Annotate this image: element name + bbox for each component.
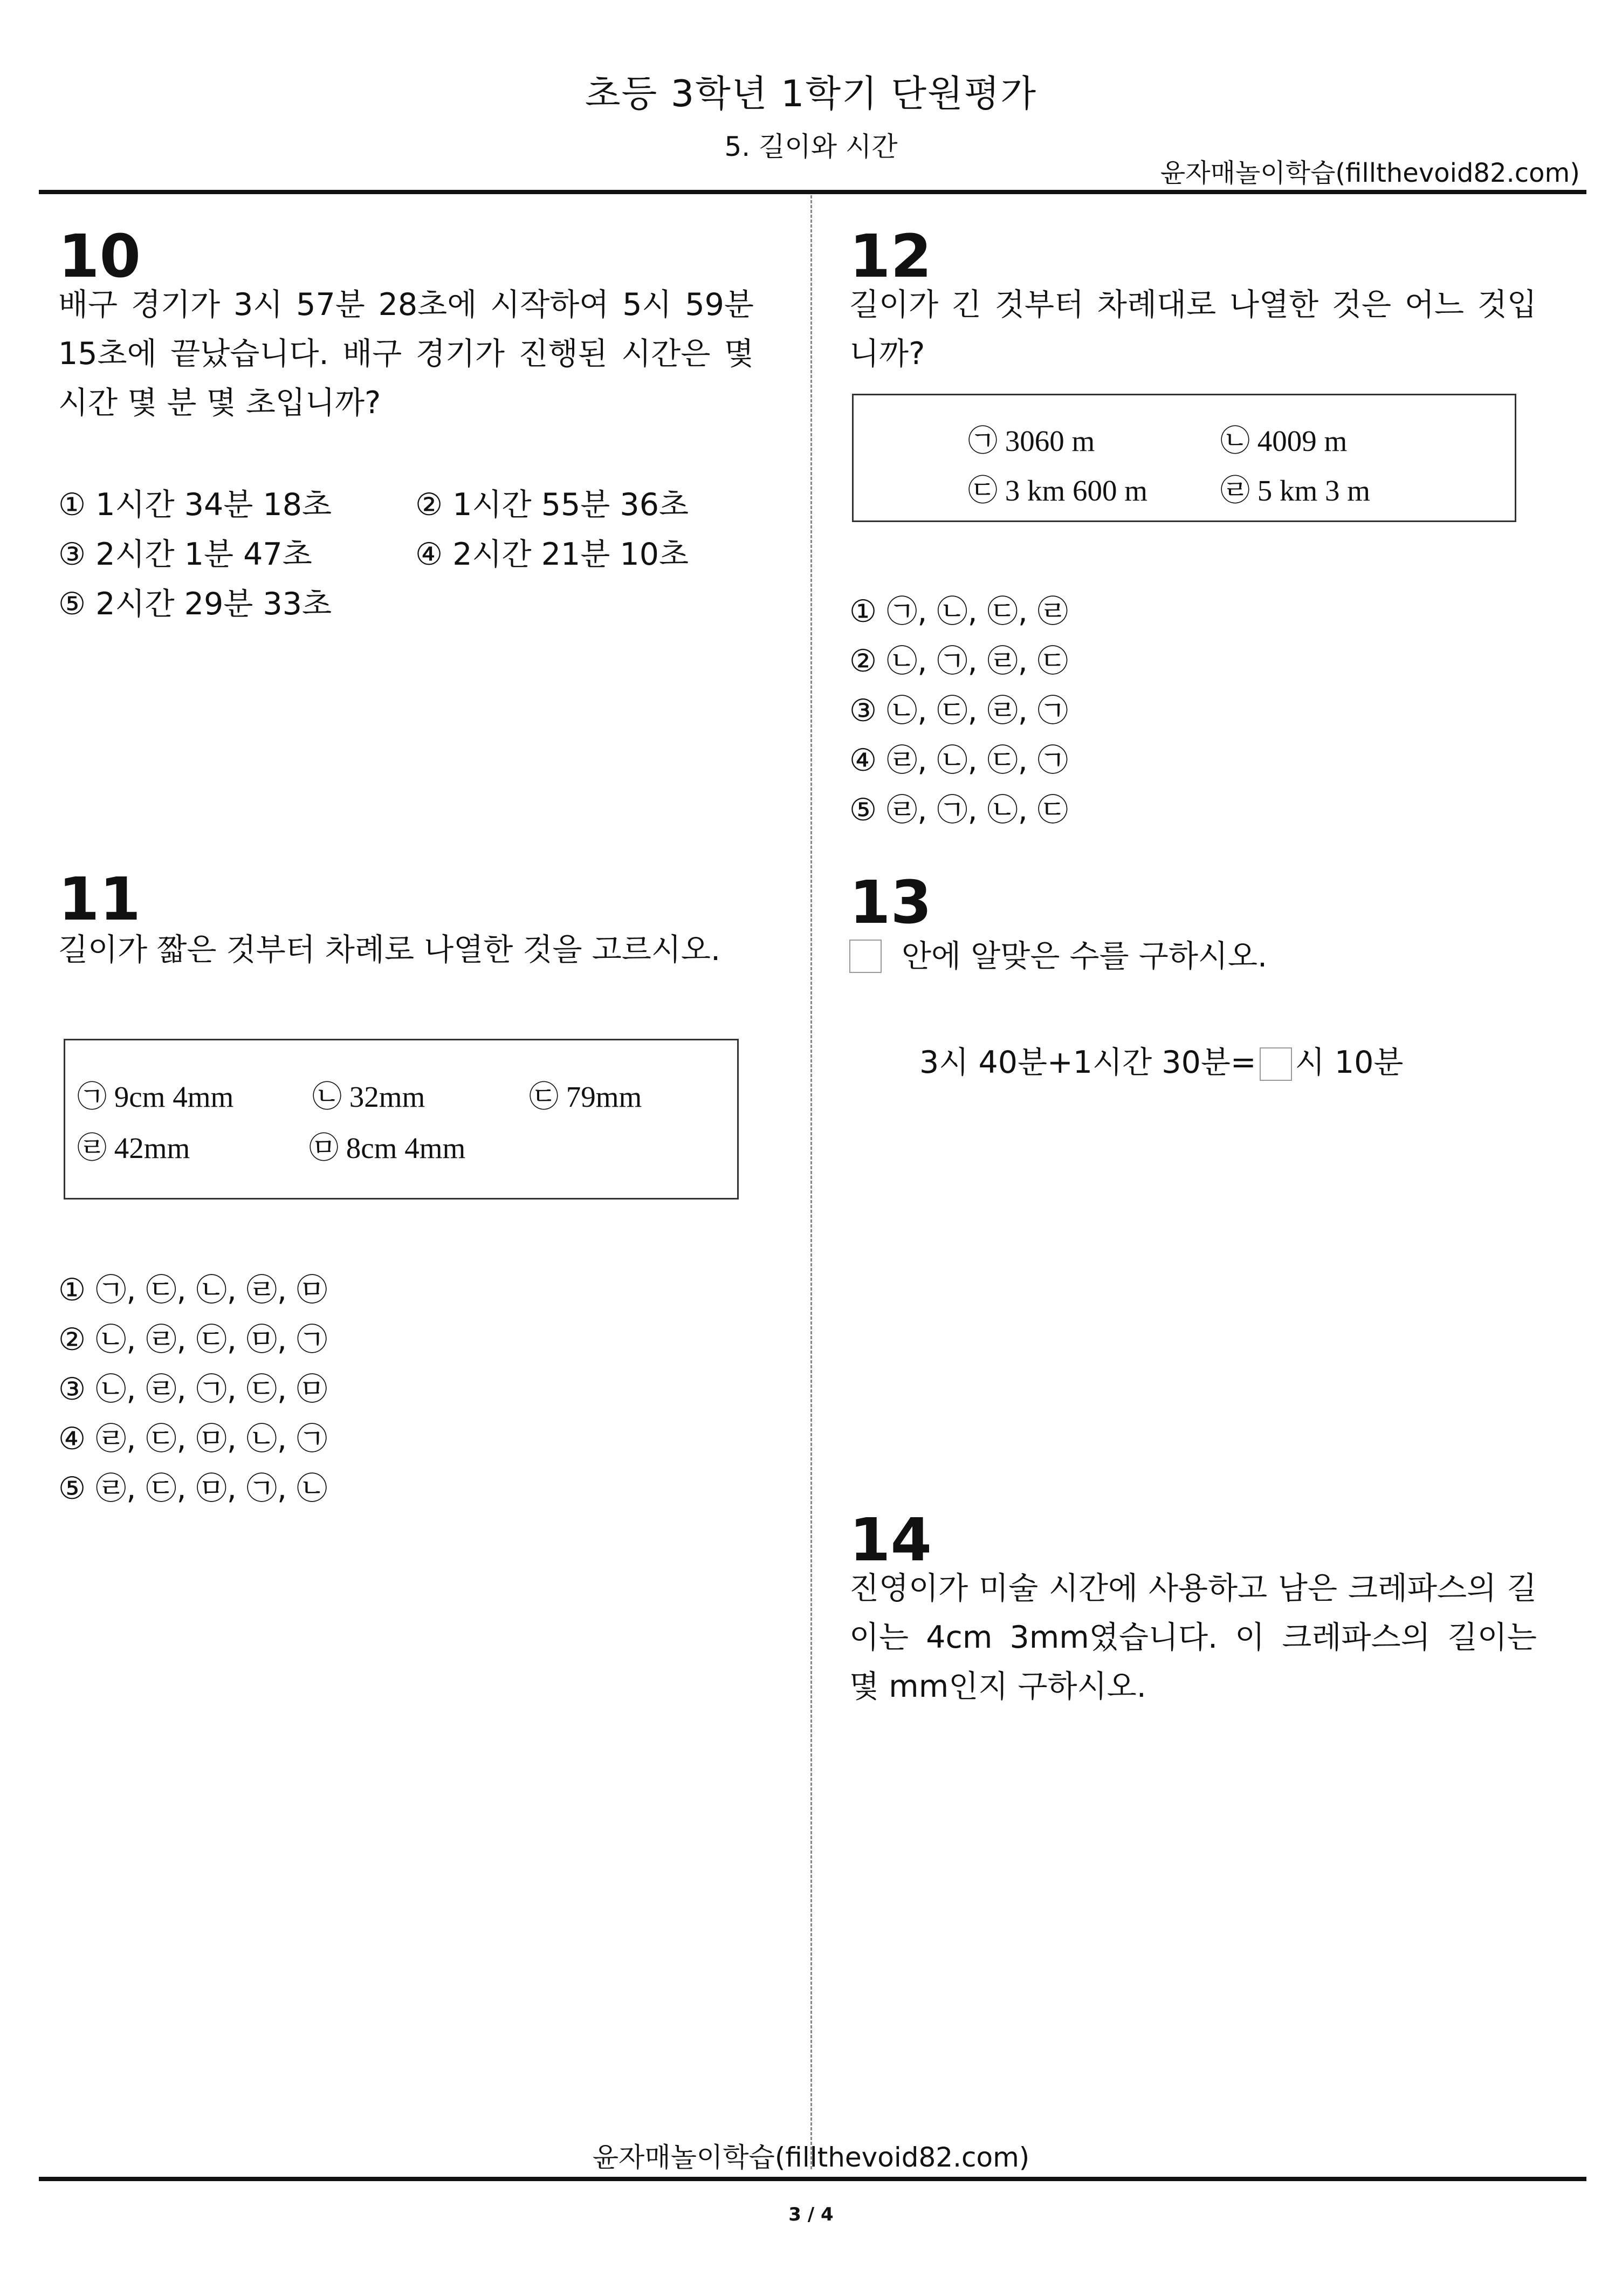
option-3[interactable]: ③ ㉡, ㉣, ㉠, ㉢, ㉤ <box>58 1372 328 1407</box>
footer-brand: 윤자매놀이학습(fillthevoid82.com) <box>592 2142 1030 2173</box>
choice-b: ㉡ 4009 m <box>1220 424 1348 457</box>
choice-d: ㉣ 5 km 3 m <box>1220 474 1371 507</box>
question-number: 10 <box>58 222 141 291</box>
option-1[interactable]: ① ㉠, ㉡, ㉢, ㉣ <box>849 594 1068 629</box>
choice-b: ㉡ 32mm <box>312 1080 425 1113</box>
question-number: 12 <box>849 222 932 291</box>
unit-subtitle: 5. 길이와 시간 <box>724 131 898 162</box>
option-4[interactable]: ④ ㉣, ㉢, ㉤, ㉡, ㉠ <box>58 1421 328 1457</box>
option-3[interactable]: ③ ㉡, ㉢, ㉣, ㉠ <box>849 693 1068 729</box>
equation <box>919 1038 1403 1087</box>
footer-rule <box>39 2177 1586 2181</box>
question-number: 14 <box>849 1505 932 1574</box>
equation-left: 3시 40분+1시간 30분= <box>919 1045 1256 1080</box>
option-5[interactable]: ⑤ ㉣, ㉢, ㉤, ㉠, ㉡ <box>58 1471 328 1506</box>
option-5[interactable]: ⑤ ㉣, ㉠, ㉡, ㉢ <box>849 792 1068 828</box>
choice-d: ㉣ 42mm <box>77 1132 190 1164</box>
option-1[interactable]: ① 1시간 34분 18초 <box>58 487 332 523</box>
option-2[interactable]: ② ㉡, ㉠, ㉣, ㉢ <box>849 643 1068 679</box>
choice-c: ㉢ 79mm <box>529 1080 642 1113</box>
choices-box <box>64 1039 739 1200</box>
option-3[interactable]: ③ 2시간 1분 47초 <box>58 537 312 572</box>
choice-a: ㉠ 9cm 4mm <box>77 1080 234 1113</box>
choices-box <box>852 394 1516 522</box>
header-brand: 윤자매놀이학습(fillthevoid82.com) <box>1160 158 1580 188</box>
column-divider <box>810 195 812 2169</box>
question-text: 안에 알맞은 수를 구하시오. <box>902 938 1268 974</box>
question-number: 11 <box>58 865 141 934</box>
question-text: 진영이가 미술 시간에 사용하고 남은 크레파스의 길이는 4cm 3mm였습니다. 이 크레파스의 길이는 몇 mm인지 구하시오. <box>849 1571 1537 1704</box>
option-2[interactable]: ② 1시간 55분 36초 <box>415 487 689 523</box>
page-title: 초등 3학년 1학기 단원평가 <box>585 73 1037 115</box>
option-2[interactable]: ② ㉡, ㉣, ㉢, ㉤, ㉠ <box>58 1322 328 1358</box>
answer-blank <box>849 940 882 973</box>
page-number: 3 / 4 <box>788 2204 834 2225</box>
option-4[interactable]: ④ 2시간 21분 10초 <box>415 537 689 572</box>
option-5[interactable]: ⑤ 2시간 29분 33초 <box>58 586 332 622</box>
option-4[interactable]: ④ ㉣, ㉡, ㉢, ㉠ <box>849 743 1068 778</box>
question-text: 길이가 긴 것부터 차례대로 나열한 것은 어느 것입니까? <box>849 287 1537 372</box>
choice-c: ㉢ 3 km 600 m <box>968 474 1148 507</box>
choice-a: ㉠ 3060 m <box>968 424 1095 457</box>
choice-e: ㉤ 8cm 4mm <box>309 1132 466 1164</box>
option-1[interactable]: ① ㉠, ㉢, ㉡, ㉣, ㉤ <box>58 1272 328 1308</box>
question-number: 13 <box>849 868 932 937</box>
header-rule <box>39 190 1586 194</box>
equation-right: 시 10분 <box>1295 1045 1404 1080</box>
equation-blank[interactable] <box>1260 1047 1292 1081</box>
question-text: 길이가 짧은 것부터 차례로 나열한 것을 고르시오. <box>58 932 721 968</box>
question-text: 배구 경기가 3시 57분 28초에 시작하여 5시 59분 15초에 끝났습니다. 배구 경기가 진행된 시간은 몇 시간 몇 분 몇 초입니까? <box>58 287 754 421</box>
